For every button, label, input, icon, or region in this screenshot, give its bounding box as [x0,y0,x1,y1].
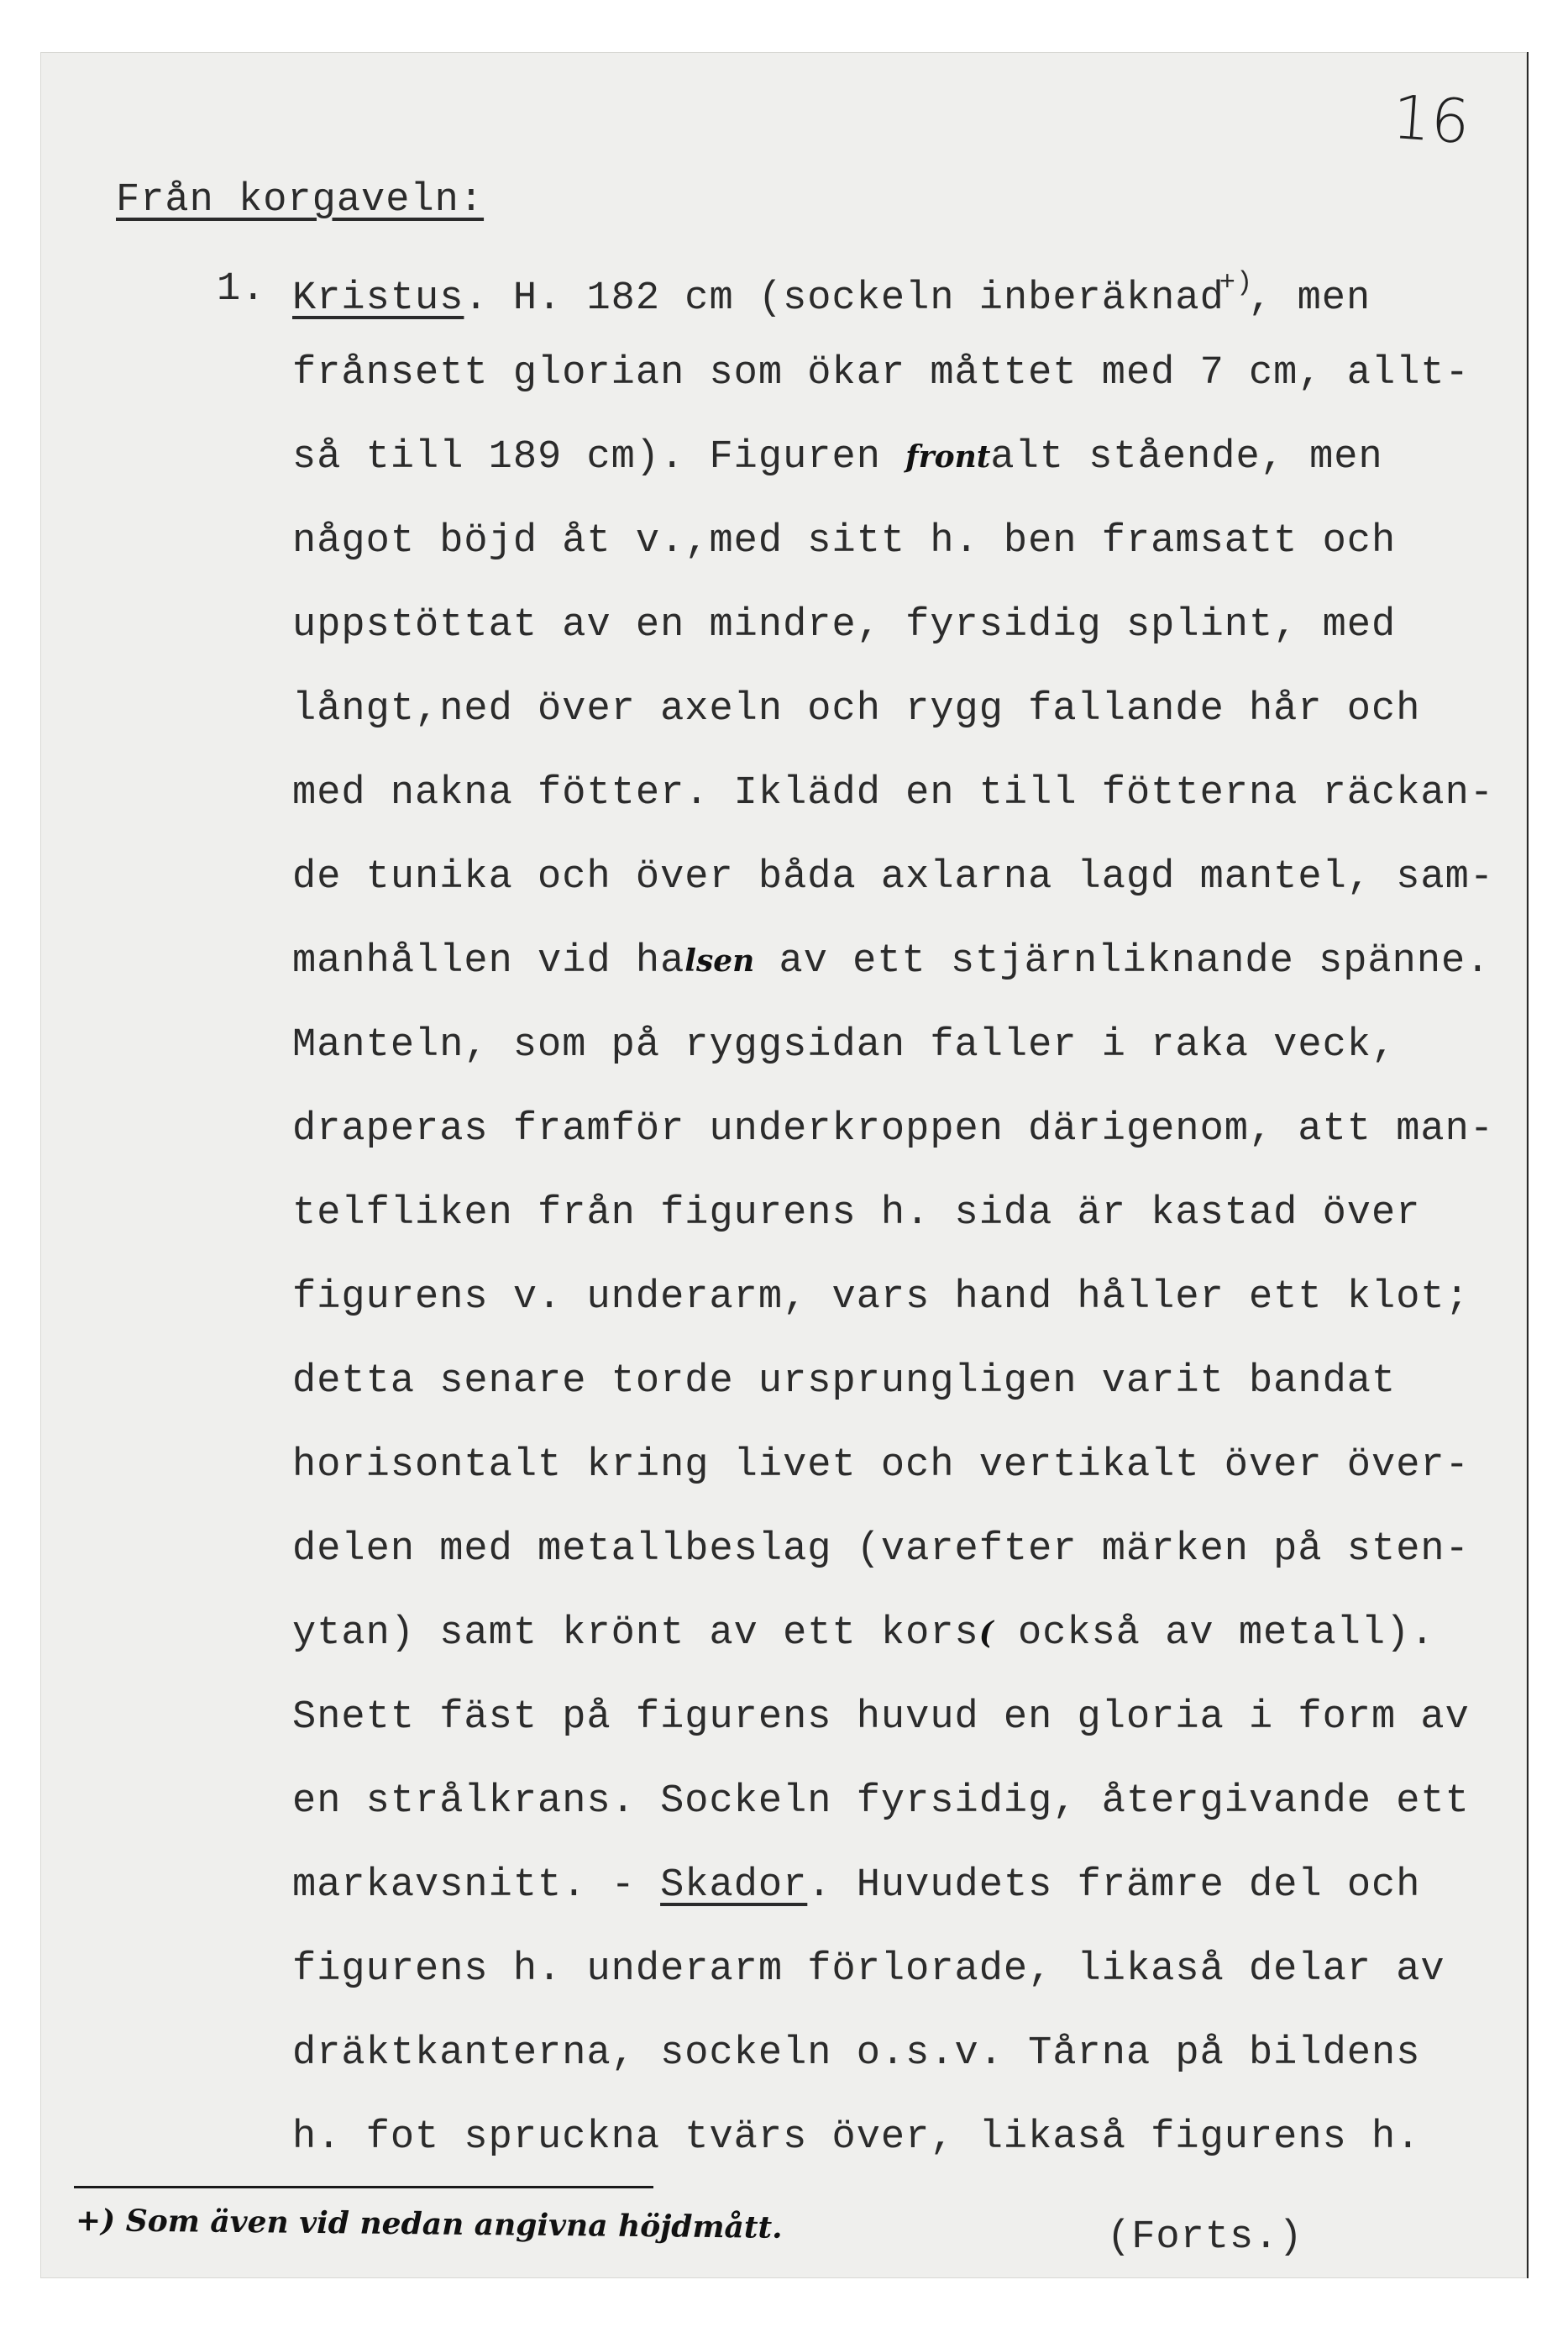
line-segment: . Huvudets främre del och [807,1863,1421,1908]
footnote-divider [74,2186,653,2188]
text-line-11: draperas framför underkroppen därigenom, att man- [292,1107,1495,1152]
line-segment: , men [1248,276,1371,321]
text-line-15: horisontalt kring livet och vertikalt över över- [292,1443,1470,1488]
text-line-17 [292,1611,1434,1656]
text-line-3 [292,435,1383,480]
line-segment: alt stående, men [990,435,1383,480]
text-line-12: telfliken från figurens h. sida är kastad över [292,1191,1421,1236]
text-line-10: Manteln, som på ryggsidan faller i raka veck, [292,1023,1397,1068]
text-line-18: Snett fäst på figurens huvud en gloria i form av [292,1695,1470,1740]
text-line-14: detta senare torde ursprungligen varit bandat [292,1359,1397,1404]
handwritten-correction: ( [978,1615,994,1651]
line-segment: markavsnitt. - [292,1863,661,1908]
line-segment: också av metall). [993,1611,1435,1656]
handwritten-correction: front [905,439,991,475]
document-page [40,52,1529,2278]
subheading-skador: Skador [660,1863,808,1908]
footnote-marker: +) [1219,267,1254,298]
item-number: 1. [217,267,266,312]
continued-marker: (Forts.) [1107,2215,1303,2260]
text-line-8: de tunika och över båda axlarna lagd mantel, sam- [292,855,1495,900]
item-title-kristus: Kristus [292,276,464,321]
handwritten-footnote: +) Som även vid nedan angivna höjdmått. [75,2203,783,2246]
line-segment: så till 189 cm). Figuren [292,435,906,480]
line-segment: . H. 182 cm (sockeln inberäknad [464,276,1225,321]
text-line-23: h. fot spruckna tvärs över, likaså figurens h. [292,2115,1421,2160]
text-line-9 [292,939,1490,984]
text-line-19: en strålkrans. Sockeln fyrsidig, återgivande ett [292,1779,1470,1824]
line-segment: ytan) samt krönt av ett kors [292,1611,979,1656]
text-line-21: figurens h. underarm förlorade, likaså delar av [292,1947,1445,1992]
line-segment: manhållen vid ha [292,939,685,984]
handwritten-correction: lsen [684,943,755,979]
text-line-6: långt,ned över axeln och rygg fallande hår och [292,687,1421,732]
text-line-1 [292,267,1371,321]
text-line-13: figurens v. underarm, vars hand håller ett klot; [292,1275,1470,1320]
page-number: 16 [1390,81,1472,158]
section-heading: Från korgaveln: [116,178,485,223]
text-line-20 [292,1863,1420,1908]
text-line-7: med nakna fötter. Iklädd en till fötterna räckan- [292,771,1495,816]
text-line-22: dräktkanterna, sockeln o.s.v. Tårna på bildens [292,2031,1421,2076]
line-segment: av ett stjärnliknande spänne. [754,939,1491,984]
text-line-4: något böjd åt v.,med sitt h. ben framsatt och [292,519,1397,564]
text-line-5: uppstöttat av en mindre, fyrsidig splint, med [292,603,1397,648]
text-line-16: delen med metallbeslag (varefter märken på sten- [292,1527,1470,1572]
text-line-2: frånsett glorian som ökar måttet med 7 cm, allt- [292,351,1470,396]
